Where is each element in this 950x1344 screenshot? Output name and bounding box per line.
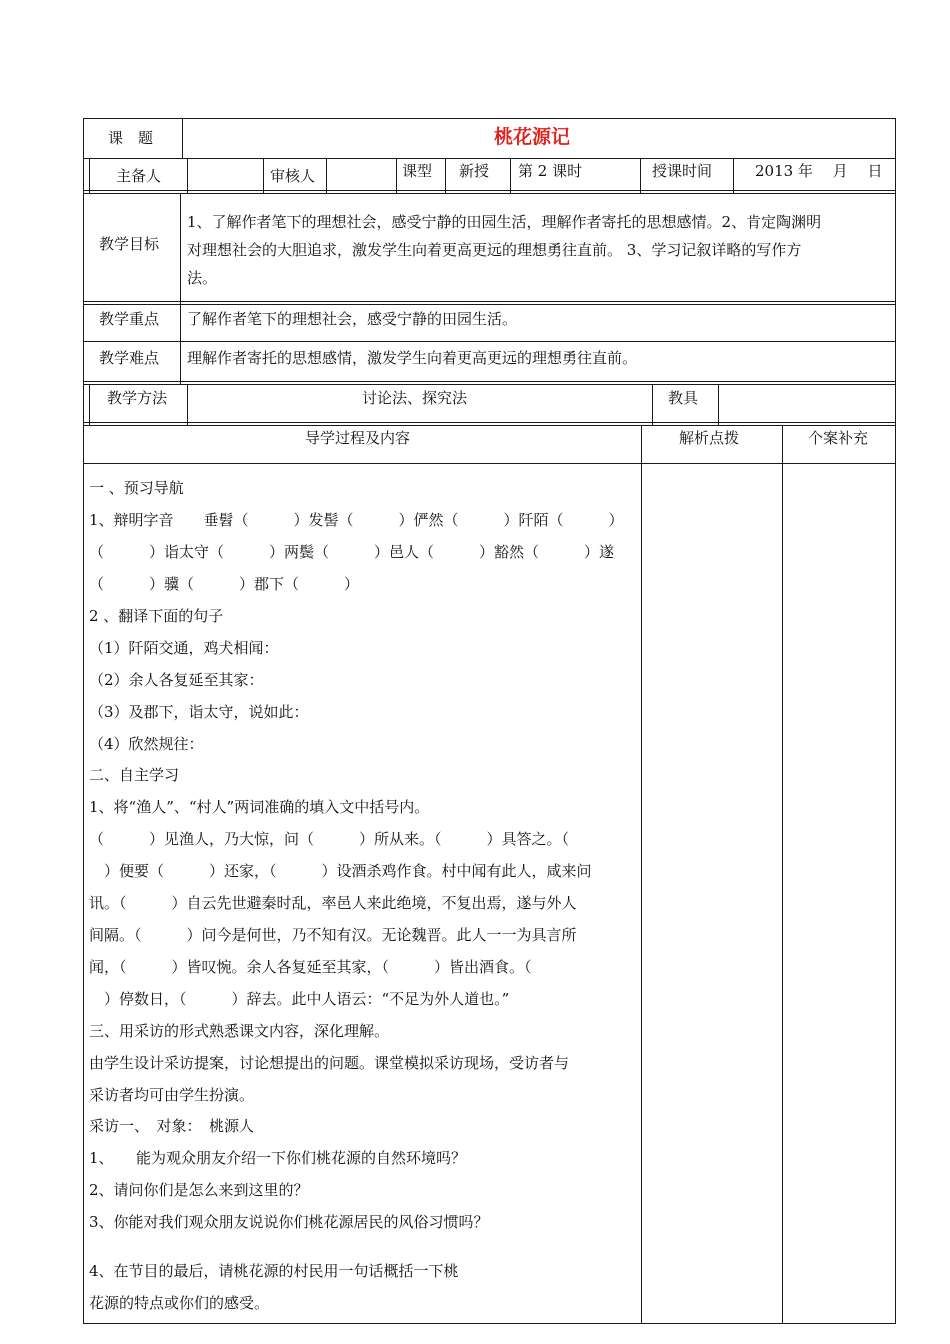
content-line: 采访者均可由学生扮演。 [89,1086,255,1104]
content-line: （2）余人各复延至其家： [89,671,264,689]
focus-text: 了解作者笔下的理想社会，感受宁静的田园生活。 [187,310,518,328]
content-line: 3、你能对我们观众朋友说说你们桃花源居民的风俗习惯吗？ [89,1213,489,1231]
content-line: ）停数日，（ ）辞去。此中人语云：“不足为外人道也。” [89,990,510,1008]
content-line: 1、 能为观众朋友介绍一下你们桃花源的自然环境吗？ [89,1149,467,1167]
content-line: 一 、预习导航 [89,479,184,497]
goals-line: 法。 [187,269,218,287]
content-line: 4、在节目的最后，请桃花源的村民用一句话概括一下桃 [89,1262,459,1280]
time-label: 授课时间 [652,162,713,180]
content-line: 间隔。（ ）问今是何世，乃不知有汉。无论魏晋。此人一一为具言所 [89,926,577,944]
content-line: （ ）诣太守（ ）两鬓（ ）邑人（ ）豁然（ ）遂 [89,543,615,561]
content-line: 1、将“渔人”、“村人”两词准确的填入文中括号内。 [89,798,430,816]
process-header: 导学过程及内容 [305,429,411,447]
topic-label: 课 题 [108,129,154,147]
time-value: 2013 年 月 日 [755,162,883,180]
preparer-label: 主备人 [116,167,162,185]
content-line: （ ）见渔人，乃大惊，问（ ）所从来。（ ）具答之。（ [89,830,570,848]
goals-line: 对理想社会的大胆追求，激发学生向着更高更远的理想勇往直前。 3、学习记叙详略的写作方 [187,241,802,259]
content-line: 花源的特点或你们的感受。 [89,1294,270,1312]
tools-label: 教具 [668,389,699,407]
reviewer-label: 审核人 [270,167,316,185]
goals-label: 教学目标 [99,235,160,253]
content-line: （4）欣然规往： [89,735,204,753]
content-line: 采访一、 对象： 桃源人 [89,1117,255,1135]
content-line: 二、自主学习 [89,766,180,784]
period-value: 第 2 课时 [518,162,583,180]
class-type-value: 新授 [459,162,490,180]
focus-label: 教学重点 [99,310,160,328]
method-label: 教学方法 [107,389,168,407]
content-line: （1）阡陌交通，鸡犬相闻： [89,639,279,657]
difficulty-label: 教学难点 [99,349,160,367]
page-title: 桃花源记 [494,126,571,148]
supplement-header: 个案补充 [808,429,869,447]
content-line: （3）及郡下，诣太守，说如此： [89,703,309,721]
analysis-header: 解析点拨 [679,429,740,447]
content-line: （ ）骥（ ）郡下（ ） [89,575,360,593]
content-line: ）便要（ ）还家，（ ）设酒杀鸡作食。村中闻有此人，咸来问 [89,862,592,880]
content-line: 2 、翻译下面的句子 [89,607,224,625]
class-type-label: 课型 [402,162,433,180]
content-line: 1、辩明字音 垂髫（ ）发髻（ ）俨然（ ）阡陌（ ） [89,511,624,529]
content-line: 讯。（ ）自云先世避秦时乱，率邑人来此绝境，不复出焉，遂与外人 [89,894,577,912]
content-line: 由学生设计采访提案，讨论想提出的问题。课堂模拟采访现场，受访者与 [89,1054,570,1072]
goals-line: 1、了解作者笔下的理想社会，感受宁静的田园生活，理解作者寄托的思想感情。2、肯定陶渊明 [187,213,822,231]
difficulty-text: 理解作者寄托的思想感情，激发学生向着更高更远的理想勇往直前。 [187,349,638,367]
content-line: 闻，（ ）皆叹惋。余人各复延至其家，（ ）皆出酒食。（ [89,958,532,976]
content-line: 三、用采访的形式熟悉课文内容，深化理解。 [89,1022,390,1040]
content-line: 2、请问你们是怎么来到这里的？ [89,1181,309,1199]
method-value: 讨论法、探究法 [362,389,468,407]
